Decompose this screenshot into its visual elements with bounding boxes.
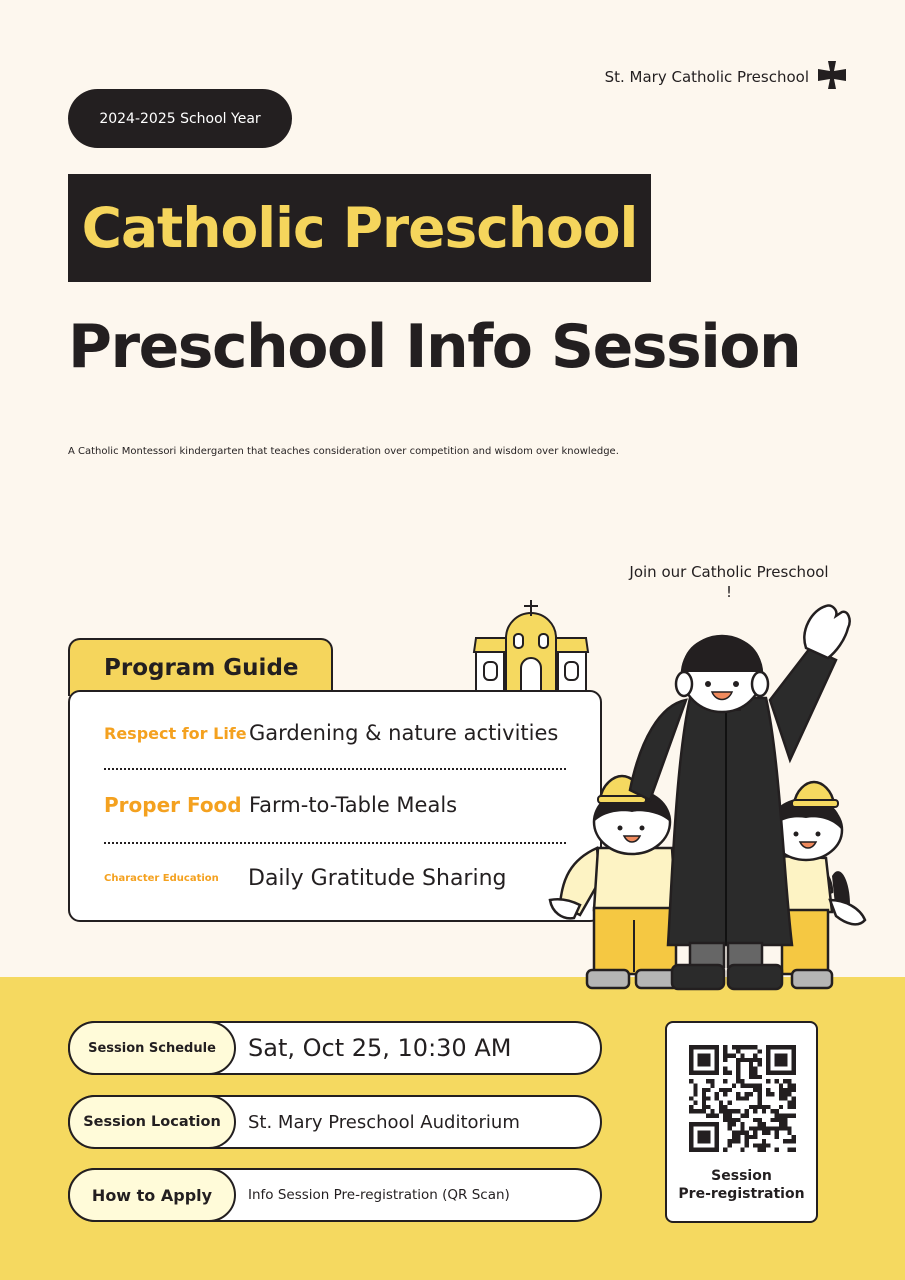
program-value: Gardening & nature activities (249, 721, 559, 745)
schedule-label: Session Schedule (68, 1021, 236, 1075)
schedule-value: Sat, Oct 25, 10:30 AM (248, 1034, 512, 1062)
tagline: A Catholic Montessori kindergarten that teaches consideration over competition and wisdom over knowledge. (68, 446, 619, 457)
page-subtitle: Preschool Info Session (68, 312, 801, 382)
program-guide-tab (68, 638, 333, 696)
program-item (104, 769, 566, 841)
program-guide-card (68, 690, 602, 922)
callout-line-2: ! (725, 583, 732, 601)
apply-value: Info Session Pre-registration (QR Scan) (248, 1187, 510, 1203)
apply-label: How to Apply (68, 1168, 236, 1222)
location-label: Session Location (68, 1095, 236, 1149)
program-category: Proper Food (104, 793, 242, 817)
school-year-text: 2024-2025 School Year (99, 110, 261, 127)
location-row (68, 1095, 602, 1149)
org-name: St. Mary Catholic Preschool (604, 68, 809, 86)
program-category: Respect for Life (104, 723, 247, 743)
program-value: Farm-to-Table Meals (249, 793, 458, 817)
school-year-badge (68, 89, 292, 148)
page-title: Catholic Preschool (81, 196, 638, 260)
callout-line-1: Join our Catholic Preschool (629, 563, 829, 581)
priest-illustration (540, 600, 875, 995)
child-illustration (550, 776, 678, 988)
title-banner (68, 174, 651, 282)
program-item (104, 842, 566, 914)
program-category: Character Education (104, 872, 219, 884)
qr-label-line-2: Pre-registration (678, 1186, 805, 1202)
qr-card[interactable] (665, 1021, 818, 1223)
qr-code[interactable] (689, 1045, 796, 1152)
schedule-row (68, 1021, 602, 1075)
program-guide-heading: Program Guide (104, 655, 299, 681)
location-value: St. Mary Preschool Auditorium (248, 1111, 520, 1133)
qr-label (667, 1167, 816, 1203)
program-value: Daily Gratitude Sharing (248, 865, 507, 891)
program-item (104, 697, 566, 769)
speech-callout (600, 562, 858, 602)
cross-icon (817, 60, 847, 90)
apply-row (68, 1168, 602, 1222)
qr-label-line-1: Session (711, 1168, 772, 1184)
